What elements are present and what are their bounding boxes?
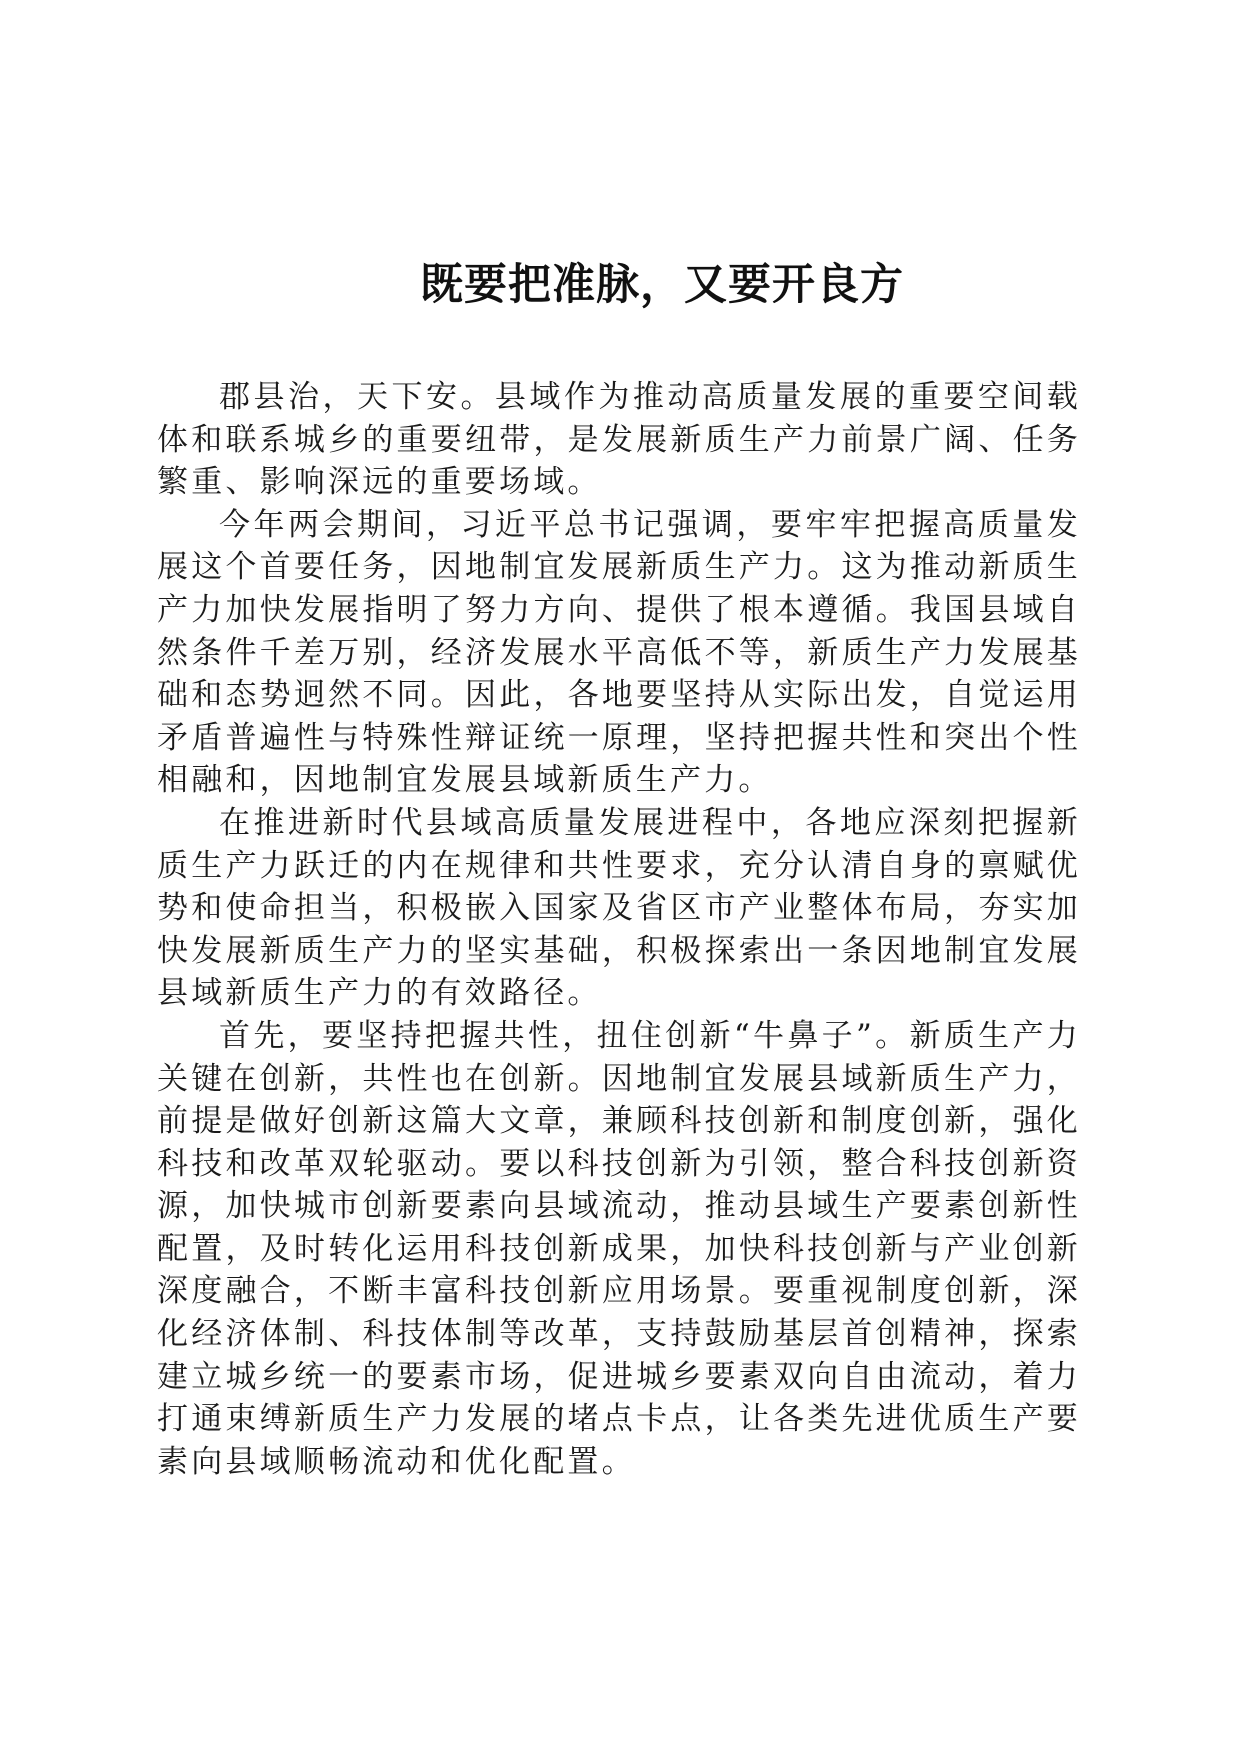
paragraph: 今年两会期间，习近平总书记强调，要牢牢把握高质量发展这个首要任务，因地制宜发展新质生产力。这为推动新质生产力加快发展指明了努力方向、提供了根本遵循。我国县域自然条件千差万别，经济发展水平高低不等，新质生产力发展基础和态势迥然不同。因此，各地要坚持从实际出发，自觉运用矛盾普遍性与特殊性辩证统一原理，坚持把握共性和突出个性相融和，因地制宜发展县域新质生产力。 — [157, 506, 1081, 799]
paragraph: 郡县治，天下安。县域作为推动高质量发展的重要空间载体和联系城乡的重要纽带，是发展新质生产力前景广阔、任务繁重、影响深远的重要场域。 — [157, 379, 1081, 501]
article-body — [157, 376, 1081, 1483]
page-title: 既要把准脉，又要开良方 — [420, 260, 904, 310]
paragraph: 在推进新时代县域高质量发展进程中，各地应深刻把握新质生产力跃迁的内在规律和共性要求，充分认清自身的禀赋优势和使命担当，积极嵌入国家及省区市产业整体布局，夯实加快发展新质生产力的坚实基础，积极探索出一条因地制宜发展县域新质生产力的有效路径。 — [157, 804, 1081, 1012]
paragraph: 首先，要坚持把握共性，扭住创新“牛鼻子”。新质生产力关键在创新，共性也在创新。因地制宜发展县域新质生产力，前提是做好创新这篇大文章，兼顾科技创新和制度创新，强化科技和改革双轮驱动。要以科技创新为引领，整合科技创新资源，加快城市创新要素向县域流动，推动县域生产要素创新性配置，及时转化运用科技创新成果，加快科技创新与产业创新深度融合，不断丰富科技创新应用场景。要重视制度创新，深化经济体制、科技体制等改革，支持鼓励基层首创精神，探索建立城乡统一的要素市场，促进城乡要素双向自由流动，着力打通束缚新质生产力发展的堵点卡点，让各类先进优质生产要素向县域顺畅流动和优化配置。 — [157, 1017, 1081, 1480]
